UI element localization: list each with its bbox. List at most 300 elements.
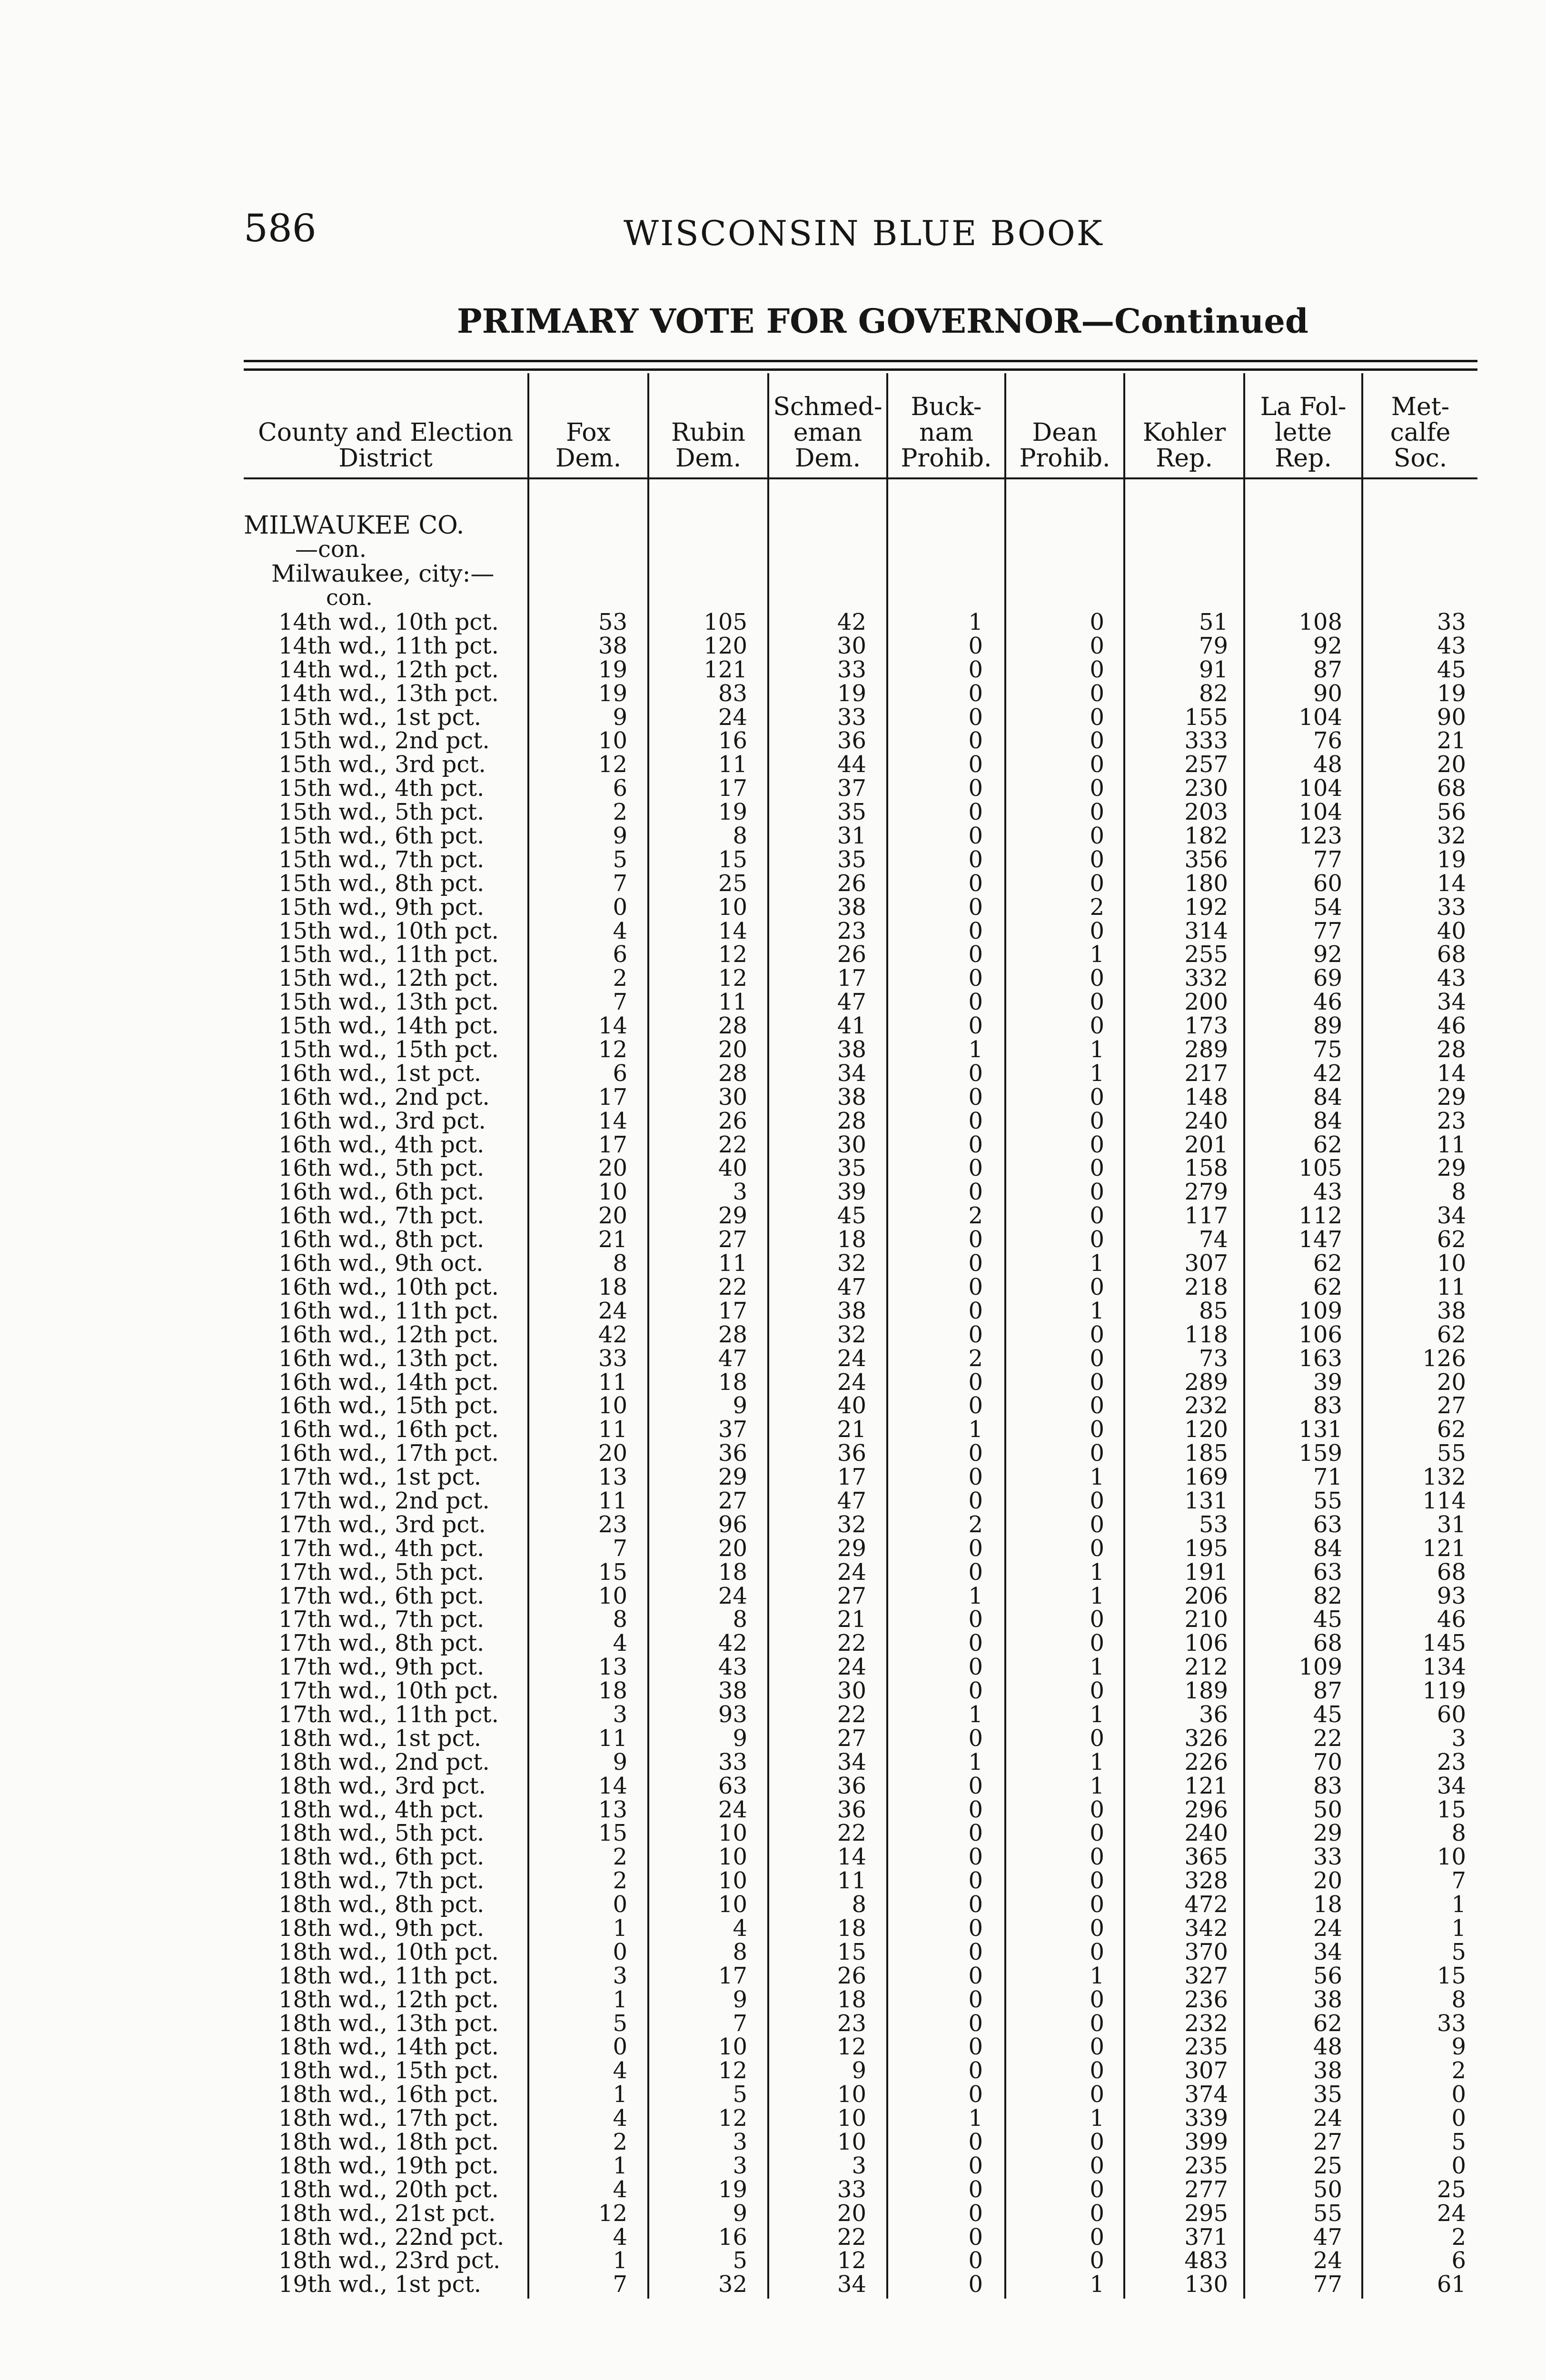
vote-cell: 0 (1090, 1677, 1104, 1705)
vote-cell: 62 (1437, 1321, 1466, 1348)
table-row (0, 942, 1546, 966)
vote-cell: 18 (837, 1986, 866, 2013)
vote-cell: 0 (1090, 2223, 1104, 2251)
district-cell: 16th wd., 7th pct. (278, 1202, 485, 1230)
district-cell: 18th wd., 6th pct. (278, 1844, 485, 1871)
vote-cell: 11 (837, 1867, 866, 1894)
vote-cell: 9 (733, 1986, 747, 2013)
vote-cell: 0 (1090, 823, 1104, 850)
vote-cell: 19 (1437, 680, 1466, 707)
vote-cell: 70 (1313, 1748, 1342, 1775)
district-cell: 18th wd., 18th pct. (278, 2129, 499, 2155)
vote-cell: 22 (837, 2223, 866, 2251)
vote-cell: 23 (598, 1511, 627, 1538)
vote-cell: 10 (837, 2081, 866, 2108)
district-cell: 17th wd., 6th pct. (278, 1582, 485, 1609)
vote-cell: 12 (718, 2105, 747, 2132)
table-row (0, 1821, 1546, 1845)
vote-cell: 39 (1313, 1368, 1342, 1396)
vote-cell: 14 (718, 917, 747, 944)
vote-cell: 327 (1184, 1962, 1228, 1989)
vote-cell: 7 (613, 989, 627, 1016)
vote-cell: 277 (1184, 2176, 1228, 2203)
district-cell: 18th wd., 4th pct. (278, 1796, 485, 1823)
vote-cell: 0 (1090, 1107, 1104, 1134)
vote-cell: 33 (718, 1748, 747, 1775)
vote-cell: 14 (598, 1012, 627, 1040)
vote-cell: 195 (1184, 1535, 1228, 1562)
district-cell: 16th wd., 5th pct. (278, 1155, 485, 1182)
vote-cell: 1 (1090, 1250, 1104, 1277)
vote-cell: 68 (1437, 941, 1466, 968)
vote-cell: 62 (1313, 1273, 1342, 1300)
vote-cell: 30 (837, 1677, 866, 1705)
vote-cell: 0 (968, 1464, 983, 1491)
vote-cell: 84 (1313, 1083, 1342, 1111)
table-row (0, 872, 1546, 895)
vote-cell: 17 (718, 1297, 747, 1324)
vote-cell: 121 (1184, 1772, 1228, 1799)
table-row (0, 1370, 1546, 1394)
vote-cell: 0 (968, 2271, 983, 2298)
vote-cell: 21 (1437, 727, 1466, 754)
vote-cell: 26 (837, 941, 866, 968)
vote-cell: 132 (1422, 1464, 1466, 1491)
vote-cell: 1 (1090, 1464, 1104, 1491)
vote-cell: 18 (718, 1368, 747, 1396)
vote-cell: 45 (1437, 656, 1466, 683)
vote-cell: 63 (1313, 1511, 1342, 1538)
vote-cell: 10 (837, 2129, 866, 2155)
vote-cell: 16 (718, 727, 747, 754)
vote-cell: 0 (968, 893, 983, 921)
vote-cell: 104 (1298, 775, 1342, 802)
vote-cell: 32 (1437, 823, 1466, 850)
vote-cell: 0 (1090, 989, 1104, 1016)
table-row (0, 1347, 1546, 1370)
vote-cell: 0 (1090, 1511, 1104, 1538)
vote-cell: 180 (1184, 870, 1228, 897)
table-row (0, 1750, 1546, 1774)
vote-cell: 18 (1313, 1891, 1342, 1918)
district-cell: 17th wd., 2nd pct. (278, 1487, 490, 1514)
vote-cell: 11 (598, 1368, 627, 1396)
vote-cell: 483 (1184, 2247, 1228, 2274)
table-row (0, 1774, 1546, 1798)
vote-cell: 0 (1090, 870, 1104, 897)
vote-cell: 120 (1184, 1416, 1228, 1443)
district-cell: 18th wd., 22nd pct. (278, 2223, 505, 2251)
table-row (0, 824, 1546, 848)
vote-cell: 0 (613, 2033, 627, 2061)
vote-cell: 210 (1184, 1606, 1228, 1633)
vote-cell: 79 (1199, 632, 1228, 659)
vote-cell: 24 (1313, 2105, 1342, 2132)
table-row (0, 2130, 1546, 2154)
table-row (0, 2012, 1546, 2035)
table-row (0, 1988, 1546, 2012)
header-schmedeman: Schmed- eman Dem. (773, 393, 882, 473)
vote-cell: 83 (1313, 1392, 1342, 1419)
header-metcalfe: Met- calfe Soc. (1390, 393, 1451, 473)
vote-cell: 2 (968, 1202, 983, 1230)
vote-cell: 28 (837, 1107, 866, 1134)
table-row (0, 2272, 1546, 2296)
vote-cell: 0 (1451, 2081, 1466, 2108)
vote-cell: 74 (1199, 1226, 1228, 1253)
vote-cell: 36 (837, 1440, 866, 1467)
table-row (0, 919, 1546, 943)
vote-cell: 2 (1090, 893, 1104, 921)
vote-cell: 339 (1184, 2105, 1228, 2132)
vote-cell: 307 (1184, 1250, 1228, 1277)
header-rubin: Rubin Dem. (671, 418, 746, 473)
vote-cell: 62 (1313, 1131, 1342, 1158)
vote-cell: 0 (1090, 1796, 1104, 1823)
vote-cell: 169 (1184, 1464, 1228, 1491)
vote-cell: 0 (968, 1630, 983, 1657)
table-row (0, 776, 1546, 800)
vote-cell: 11 (718, 1250, 747, 1277)
vote-cell: 25 (718, 870, 747, 897)
vote-cell: 38 (718, 1677, 747, 1705)
district-cell: 15th wd., 14th pct. (278, 1012, 499, 1040)
vote-cell: 18 (837, 1914, 866, 1942)
vote-cell: 131 (1298, 1416, 1342, 1443)
vote-cell: 28 (718, 1060, 747, 1087)
vote-cell: 1 (1090, 1060, 1104, 1087)
vote-cell: 18 (718, 1558, 747, 1586)
table-row (0, 1133, 1546, 1157)
vote-cell: 0 (968, 632, 983, 659)
vote-cell: 19 (598, 656, 627, 683)
county-heading: MILWAUKEE CO. (244, 511, 465, 540)
table-row (0, 1489, 1546, 1513)
district-cell: 14th wd., 10th pct. (278, 609, 499, 635)
vote-cell: 0 (1090, 2033, 1104, 2061)
vote-cell: 32 (837, 1250, 866, 1277)
table-row (0, 1869, 1546, 1893)
header-district: County and Election District (258, 418, 513, 473)
table-row (0, 1323, 1546, 1347)
vote-cell: 203 (1184, 799, 1228, 826)
vote-cell: 0 (968, 1321, 983, 1348)
vote-cell: 5 (733, 2081, 747, 2108)
vote-cell: 240 (1184, 1820, 1228, 1847)
vote-cell: 0 (968, 2033, 983, 2061)
vote-cell: 4 (613, 2105, 627, 2132)
vote-cell: 62 (1437, 1416, 1466, 1443)
vote-cell: 29 (837, 1535, 866, 1562)
district-cell: 18th wd., 21st pct. (278, 2200, 496, 2227)
vote-cell: 185 (1184, 1440, 1228, 1467)
vote-cell: 9 (1451, 2033, 1466, 2061)
vote-cell: 29 (718, 1202, 747, 1230)
table-row (0, 2225, 1546, 2249)
vote-cell: 33 (1437, 893, 1466, 921)
table-row (0, 1679, 1546, 1703)
vote-cell: 40 (1437, 917, 1466, 944)
vote-cell: 0 (968, 846, 983, 873)
district-cell: 14th wd., 12th pct. (278, 656, 499, 683)
table-row (0, 729, 1546, 753)
vote-cell: 35 (1313, 2081, 1342, 2108)
vote-cell: 20 (718, 1036, 747, 1063)
vote-cell: 1 (1451, 1914, 1466, 1942)
table-row (0, 1845, 1546, 1869)
vote-cell: 11 (718, 751, 747, 778)
vote-cell: 356 (1184, 846, 1228, 873)
vote-cell: 0 (968, 2223, 983, 2251)
vote-cell: 27 (1437, 1392, 1466, 1419)
district-cell: 15th wd., 7th pct. (278, 846, 485, 873)
table-row (0, 1180, 1546, 1204)
district-cell: 17th wd., 11th pct. (278, 1701, 499, 1728)
vote-cell: 51 (1199, 609, 1228, 635)
vote-cell: 4 (613, 2176, 627, 2203)
vote-cell: 47 (718, 1345, 747, 1372)
table-row (0, 1964, 1546, 1988)
vote-cell: 27 (837, 1582, 866, 1609)
district-cell: 17th wd., 4th pct. (278, 1535, 485, 1562)
table-row (0, 1014, 1546, 1038)
vote-cell: 38 (837, 1297, 866, 1324)
vote-cell: 148 (1184, 1083, 1228, 1111)
vote-cell: 22 (837, 1701, 866, 1728)
vote-cell: 0 (968, 989, 983, 1016)
vote-cell: 22 (718, 1131, 747, 1158)
vote-cell: 42 (837, 609, 866, 635)
vote-cell: 46 (1437, 1606, 1466, 1633)
vote-cell: 14 (837, 1844, 866, 1871)
vote-cell: 96 (718, 1511, 747, 1538)
vote-cell: 73 (1199, 1345, 1228, 1372)
district-cell: 16th wd., 4th pct. (278, 1131, 485, 1158)
vote-cell: 31 (837, 823, 866, 850)
vote-cell: 68 (1313, 1630, 1342, 1657)
vote-cell: 8 (613, 1606, 627, 1633)
vote-cell: 235 (1184, 2033, 1228, 2061)
vote-cell: 0 (968, 1179, 983, 1206)
vote-cell: 0 (968, 1440, 983, 1467)
vote-cell: 35 (837, 799, 866, 826)
vote-cell: 43 (1437, 632, 1466, 659)
vote-cell: 1 (1090, 1962, 1104, 1989)
vote-cell: 20 (1437, 751, 1466, 778)
table-row (0, 1085, 1546, 1109)
vote-cell: 232 (1184, 2010, 1228, 2037)
district-cell: 16th wd., 15th pct. (278, 1392, 499, 1419)
district-cell: 15th wd., 15th pct. (278, 1036, 499, 1063)
vote-cell: 0 (1090, 1867, 1104, 1894)
vote-cell: 15 (718, 846, 747, 873)
vote-cell: 34 (1437, 1772, 1466, 1799)
table-row (0, 634, 1546, 658)
vote-cell: 106 (1184, 1630, 1228, 1657)
vote-cell: 1 (1090, 1297, 1104, 1324)
vote-cell: 46 (1437, 1012, 1466, 1040)
vote-cell: 4 (613, 2057, 627, 2084)
vote-cell: 1 (1090, 1748, 1104, 1775)
vote-cell: 85 (1199, 1297, 1228, 1324)
vote-cell: 0 (1090, 1440, 1104, 1467)
table-row (0, 2059, 1546, 2082)
district-cell: 18th wd., 2nd pct. (278, 1748, 490, 1775)
table-row (0, 610, 1546, 634)
vote-cell: 1 (1090, 1701, 1104, 1728)
vote-cell: 84 (1313, 1107, 1342, 1134)
vote-cell: 0 (968, 1083, 983, 1111)
vote-cell: 24 (718, 1796, 747, 1823)
vote-cell: 0 (1090, 846, 1104, 873)
vote-cell: 82 (1313, 1582, 1342, 1609)
vote-cell: 23 (837, 2010, 866, 2037)
header-bottom-rule (244, 477, 1477, 479)
table-row (0, 1537, 1546, 1560)
vote-cell: 10 (598, 1582, 627, 1609)
header-bucknam: Buck- nam Prohib. (901, 393, 992, 473)
table-row (0, 1204, 1546, 1228)
vote-cell: 0 (968, 775, 983, 802)
vote-cell: 38 (1437, 1297, 1466, 1324)
vote-cell: 93 (1437, 1582, 1466, 1609)
vote-cell: 12 (598, 1036, 627, 1063)
vote-cell: 1 (1090, 2105, 1104, 2132)
district-cell: 17th wd., 8th pct. (278, 1630, 485, 1657)
district-cell: 18th wd., 10th pct. (278, 1938, 499, 1965)
vote-cell: 0 (1090, 680, 1104, 707)
vote-cell: 0 (968, 2081, 983, 2108)
vote-cell: 39 (837, 1179, 866, 1206)
vote-cell: 77 (1313, 2271, 1342, 2298)
vote-cell: 1 (968, 1582, 983, 1609)
vote-cell: 12 (718, 941, 747, 968)
vote-cell: 33 (837, 704, 866, 731)
vote-cell: 18 (837, 1226, 866, 1253)
vote-cell: 8 (613, 1250, 627, 1277)
district-cell: 16th wd., 12th pct. (278, 1321, 499, 1348)
vote-cell: 5 (1451, 2129, 1466, 2155)
vote-cell: 18 (598, 1273, 627, 1300)
vote-cell: 0 (1090, 2152, 1104, 2179)
vote-cell: 235 (1184, 2152, 1228, 2179)
district-cell: 14th wd., 11th pct. (278, 632, 499, 659)
district-cell: 17th wd., 10th pct. (278, 1677, 499, 1705)
vote-cell: 75 (1313, 1036, 1342, 1063)
vote-cell: 22 (837, 1630, 866, 1657)
vote-cell: 47 (837, 1273, 866, 1300)
vote-cell: 0 (1090, 2129, 1104, 2155)
district-cell: 18th wd., 1st pct. (278, 1725, 481, 1752)
table-row (0, 1560, 1546, 1584)
vote-cell: 5 (733, 2247, 747, 2274)
vote-cell: 12 (598, 2200, 627, 2227)
vote-cell: 24 (837, 1345, 866, 1372)
vote-cell: 0 (968, 1962, 983, 1989)
vote-cell: 1 (1090, 1772, 1104, 1799)
vote-cell: 295 (1184, 2200, 1228, 2227)
table-row (0, 2202, 1546, 2225)
vote-cell: 14 (598, 1772, 627, 1799)
vote-cell: 19 (837, 680, 866, 707)
vote-cell: 0 (1090, 1914, 1104, 1942)
vote-cell: 28 (718, 1321, 747, 1348)
header-kohler: Kohler Rep. (1142, 418, 1226, 473)
vote-cell: 20 (598, 1440, 627, 1467)
vote-cell: 38 (1313, 2057, 1342, 2084)
vote-cell: 48 (1313, 751, 1342, 778)
vote-cell: 342 (1184, 1914, 1228, 1942)
vote-cell: 1 (613, 2152, 627, 2179)
table-row (0, 1418, 1546, 1441)
city-heading: Milwaukee, city:— (271, 560, 495, 587)
vote-cell: 0 (968, 1796, 983, 1823)
vote-cell: 83 (718, 680, 747, 707)
vote-cell: 0 (1090, 1725, 1104, 1752)
vote-cell: 15 (1437, 1962, 1466, 1989)
table-row (0, 1275, 1546, 1299)
vote-cell: 47 (837, 989, 866, 1016)
vote-cell: 0 (1090, 1321, 1104, 1348)
vote-cell: 12 (598, 751, 627, 778)
vote-cell: 279 (1184, 1179, 1228, 1206)
vote-cell: 11 (1437, 1273, 1466, 1300)
vote-cell: 226 (1184, 1748, 1228, 1775)
vote-cell: 0 (1090, 1535, 1104, 1562)
vote-cell: 9 (613, 1748, 627, 1775)
vote-cell: 34 (837, 2271, 866, 2298)
table-row (0, 1109, 1546, 1133)
vote-cell: 62 (1437, 1226, 1466, 1253)
vote-cell: 0 (968, 1986, 983, 2013)
vote-cell: 90 (1437, 704, 1466, 731)
vote-cell: 0 (1090, 1606, 1104, 1633)
vote-cell: 472 (1184, 1891, 1228, 1918)
vote-cell: 0 (1090, 632, 1104, 659)
vote-cell: 34 (1437, 1202, 1466, 1230)
vote-cell: 0 (968, 1535, 983, 1562)
vote-cell: 24 (598, 1297, 627, 1324)
vote-cell: 34 (837, 1060, 866, 1087)
vote-cell: 0 (1451, 2152, 1466, 2179)
vote-cell: 289 (1184, 1368, 1228, 1396)
vote-cell: 38 (837, 1083, 866, 1111)
vote-cell: 0 (613, 893, 627, 921)
table-row (0, 1607, 1546, 1631)
table-row (0, 682, 1546, 705)
vote-cell: 10 (598, 727, 627, 754)
vote-cell: 1 (613, 1986, 627, 2013)
vote-cell: 36 (837, 1772, 866, 1799)
vote-cell: 0 (968, 941, 983, 968)
vote-cell: 50 (1313, 1796, 1342, 1823)
table-row (0, 1299, 1546, 1323)
district-cell: 15th wd., 3rd pct. (278, 751, 486, 778)
district-cell: 18th wd., 19th pct. (278, 2152, 499, 2179)
vote-cell: 0 (968, 1250, 983, 1277)
vote-cell: 11 (718, 989, 747, 1016)
vote-cell: 27 (1313, 2129, 1342, 2155)
table-row (0, 1441, 1546, 1465)
vote-cell: 30 (837, 632, 866, 659)
table-row (0, 1940, 1546, 1964)
vote-cell: 53 (1199, 1511, 1228, 1538)
district-cell: 15th wd., 13th pct. (278, 989, 499, 1016)
vote-cell: 333 (1184, 727, 1228, 754)
table-row (0, 966, 1546, 990)
district-cell: 15th wd., 6th pct. (278, 823, 485, 850)
vote-cell: 255 (1184, 941, 1228, 968)
